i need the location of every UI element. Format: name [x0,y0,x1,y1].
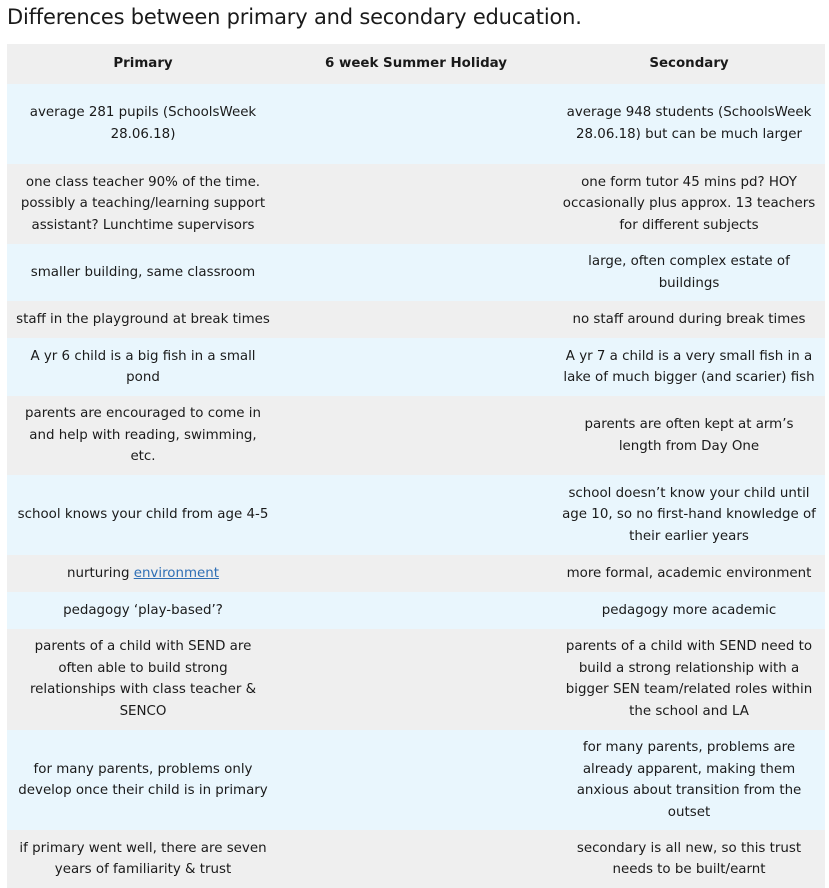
table-row [7,244,825,301]
table-row [7,592,825,629]
secondary-cell: no staff around during break times [553,301,825,338]
primary-cell: parents are encouraged to come in and help with reading, swimming, etc. [7,396,279,475]
holiday-cell [279,396,553,475]
holiday-cell [279,830,553,888]
header-secondary: Secondary [553,44,825,84]
primary-cell: one class teacher 90% of the time. possibly a teaching/learning support assistant? Lunchtime supervisors [7,164,279,244]
holiday-cell [279,730,553,830]
primary-cell [7,555,279,592]
secondary-cell: one form tutor 45 mins pd? HOY occasionally plus approx. 13 teachers for different subjects [553,164,825,244]
holiday-cell [279,555,553,592]
primary-cell: staff in the playground at break times [7,301,279,338]
table-row [7,338,825,396]
table-row [7,164,825,244]
primary-cell: for many parents, problems only develop once their child is in primary [7,730,279,830]
primary-cell: pedagogy ‘play-based’? [7,592,279,629]
secondary-cell: for many parents, problems are already apparent, making them anxious about transition from the outset [553,730,825,830]
primary-cell: parents of a child with SEND are often able to build strong relationships with class teacher & SENCO [7,629,279,730]
table-row [7,730,825,830]
primary-cell: average 281 pupils (SchoolsWeek 28.06.18) [7,84,279,164]
holiday-cell [279,84,553,164]
table-header-row [7,44,825,84]
primary-cell: if primary went well, there are seven years of familiarity & trust [7,830,279,888]
holiday-cell [279,338,553,396]
holiday-cell [279,301,553,338]
secondary-cell: school doesn’t know your child until age 10, so no first-hand knowledge of their earlier years [553,475,825,555]
table-row [7,301,825,338]
page-title: Differences between primary and secondary education. [7,5,582,29]
holiday-cell [279,629,553,730]
primary-cell-text: nurturing [67,565,134,581]
secondary-cell: large, often complex estate of buildings [553,244,825,301]
primary-cell: school knows your child from age 4-5 [7,475,279,555]
comparison-table [7,44,825,888]
secondary-cell: parents are often kept at arm’s length from Day One [553,396,825,475]
table-row [7,555,825,592]
table-row [7,830,825,888]
header-primary: Primary [7,44,279,84]
secondary-cell: parents of a child with SEND need to build a strong relationship with a bigger SEN team/related roles within the school and LA [553,629,825,730]
header-summer-holiday: 6 week Summer Holiday [279,44,553,84]
holiday-cell [279,164,553,244]
table-row [7,475,825,555]
secondary-cell: secondary is all new, so this trust needs to be built/earnt [553,830,825,888]
secondary-cell: average 948 students (SchoolsWeek 28.06.18) but can be much larger [553,84,825,164]
holiday-cell [279,592,553,629]
holiday-cell [279,244,553,301]
holiday-cell [279,475,553,555]
secondary-cell: more formal, academic environment [553,555,825,592]
table-row [7,84,825,164]
environment-link[interactable]: environment [133,565,219,581]
table-row [7,396,825,475]
secondary-cell: pedagogy more academic [553,592,825,629]
secondary-cell: A yr 7 a child is a very small fish in a lake of much bigger (and scarier) fish [553,338,825,396]
primary-cell: A yr 6 child is a big fish in a small pond [7,338,279,396]
table-row [7,629,825,730]
primary-cell: smaller building, same classroom [7,244,279,301]
